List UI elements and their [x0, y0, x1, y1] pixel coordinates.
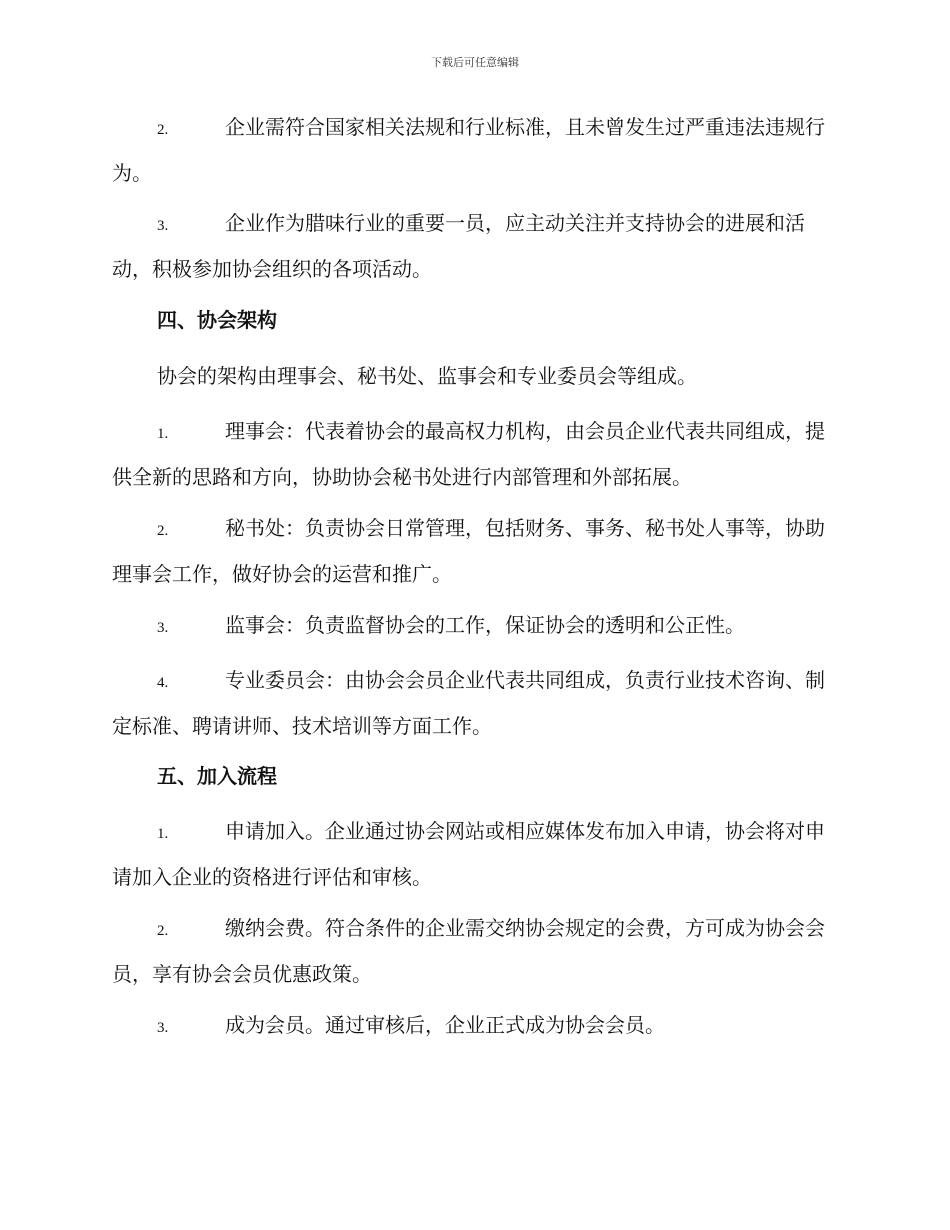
list-item [112, 907, 834, 996]
list-text: 监事会：负责监督协会的工作，保证协会的透明和公正性。 [225, 613, 745, 637]
list-text: 专业委员会：由协会会员企业代表共同组成，负责行业技术咨询、制定标准、聘请讲师、技术培训等方面工作。 [112, 668, 825, 738]
list-item [112, 410, 834, 499]
list-number: 3. [157, 218, 169, 234]
list-text: 理事会：代表着协会的最高权力机构，由会员企业代表共同组成，提供全新的思路和方向，协助协会秘书处进行内部管理和外部拓展。 [112, 419, 825, 489]
list-item [112, 106, 834, 195]
section-heading: 四、协会架构 [157, 308, 277, 332]
list-text: 秘书处：负责协会日常管理，包括财务、事务、秘书处人事等，协助理事会工作，做好协会的运营和推广。 [112, 516, 825, 586]
list-text: 申请加入。企业通过协会网站或相应媒体发布加入申请，协会将对申请加入企业的资格进行评估和审核。 [112, 819, 825, 889]
list-number: 2. [157, 923, 169, 939]
list-number: 4. [157, 675, 169, 691]
list-item [112, 810, 834, 899]
list-item [112, 659, 834, 748]
list-item [112, 604, 834, 650]
list-number: 1. [157, 826, 169, 842]
list-item [112, 507, 834, 596]
list-number: 1. [157, 426, 169, 442]
list-text: 企业作为腊味行业的重要一员，应主动关注并支持协会的进展和活动，积极参加协会组织的各项活动。 [112, 211, 805, 281]
list-text: 企业需符合国家相关法规和行业标准，且未曾发生过严重违法违规行为。 [112, 115, 825, 185]
list-number: 2. [157, 523, 169, 539]
list-item [112, 202, 834, 291]
section-intro: 协会的架构由理事会、秘书处、监事会和专业委员会等组成。 [157, 364, 697, 388]
list-number: 3. [157, 620, 169, 636]
section-heading: 五、加入流程 [157, 764, 277, 788]
page-header: 下载后可任意编辑 [431, 56, 519, 69]
list-text: 成为会员。通过审核后，企业正式成为协会会员。 [225, 1013, 665, 1037]
list-number: 2. [157, 122, 169, 138]
list-number: 3. [157, 1020, 169, 1036]
list-text: 缴纳会费。符合条件的企业需交纳协会规定的会费，方可成为协会会员，享有协会会员优惠政策。 [112, 916, 825, 986]
list-item [112, 1004, 834, 1050]
